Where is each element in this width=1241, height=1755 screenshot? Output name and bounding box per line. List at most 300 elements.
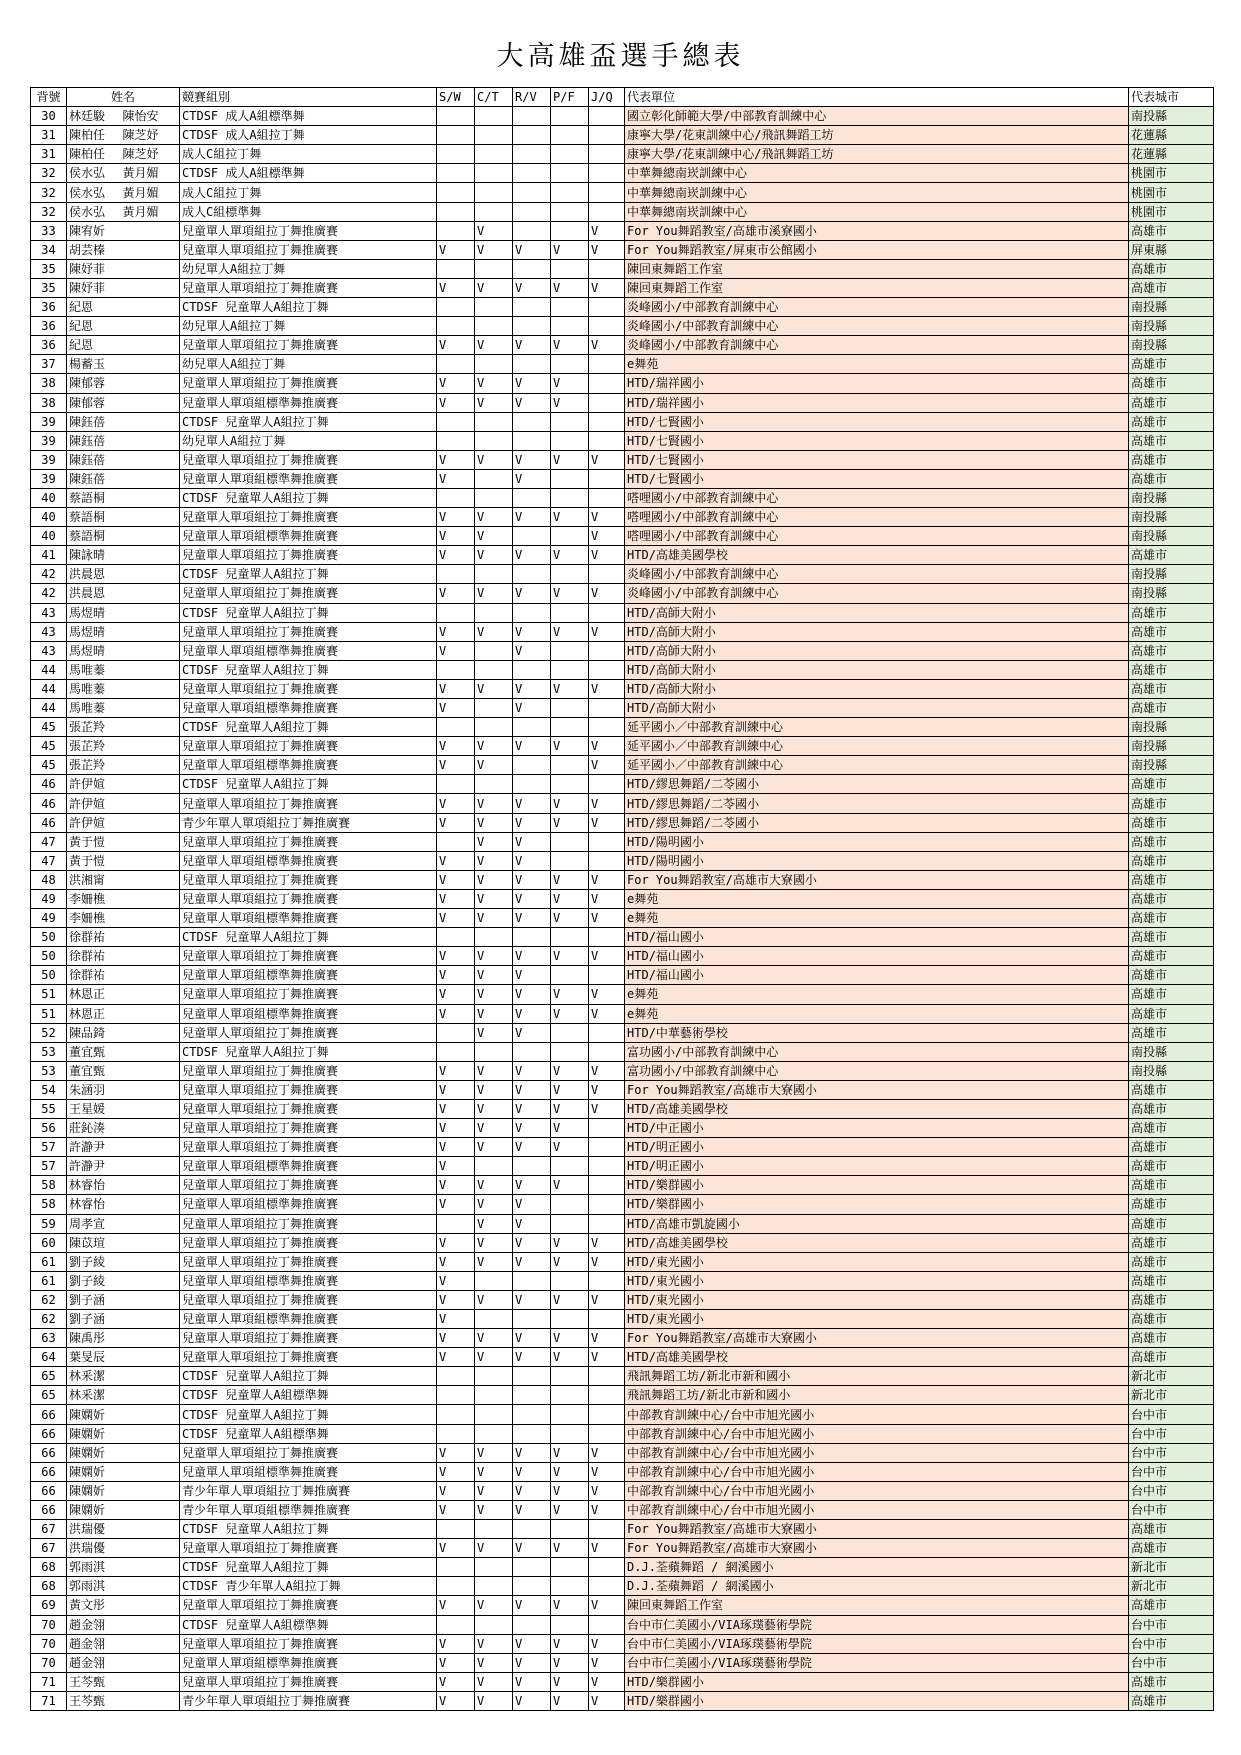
sw-cell <box>437 202 475 221</box>
city-cell: 高雄市 <box>1129 1310 1214 1329</box>
event-cell: CTDSF 兒童單人A組拉丁舞 <box>180 565 437 584</box>
rv-cell: V <box>513 336 551 355</box>
pf-cell <box>551 832 589 851</box>
unit-cell: HTD/七賢國小 <box>625 469 1129 488</box>
partner-name-cell: 陳怡安 <box>121 107 180 126</box>
player-name-cell: 侯水弘 <box>67 164 121 183</box>
partner-name-cell <box>121 450 180 469</box>
partner-name-cell <box>121 794 180 813</box>
ct-cell <box>475 145 513 164</box>
bib-cell: 65 <box>31 1367 67 1386</box>
sw-cell: V <box>437 813 475 832</box>
city-cell: 桃園市 <box>1129 202 1214 221</box>
ct-cell: V <box>475 1214 513 1233</box>
bib-cell: 32 <box>31 202 67 221</box>
event-cell: CTDSF 兒童單人A組拉丁舞 <box>180 1558 437 1577</box>
jq-cell <box>589 1386 625 1405</box>
partner-name-cell <box>121 928 180 947</box>
pf-cell <box>551 317 589 336</box>
ct-cell <box>475 183 513 202</box>
pf-cell: V <box>551 1653 589 1672</box>
sw-cell <box>437 603 475 622</box>
ct-cell <box>475 660 513 679</box>
city-cell: 高雄市 <box>1129 660 1214 679</box>
unit-cell: For You舞蹈教室/高雄市大寮國小 <box>625 1520 1129 1539</box>
event-cell: 兒童單人單項組拉丁舞推廣賽 <box>180 737 437 756</box>
rv-cell: V <box>513 832 551 851</box>
player-name-cell: 張芷羚 <box>67 756 121 775</box>
event-cell: 兒童單人單項組拉丁舞推廣賽 <box>180 1596 437 1615</box>
table-row <box>31 1577 1214 1596</box>
partner-name-cell <box>121 1214 180 1233</box>
bib-cell: 39 <box>31 412 67 431</box>
event-cell: 兒童單人單項組標準舞推廣賽 <box>180 1310 437 1329</box>
city-cell: 高雄市 <box>1129 469 1214 488</box>
bib-cell: 71 <box>31 1691 67 1710</box>
rv-cell <box>513 928 551 947</box>
player-name-cell: 陳品錡 <box>67 1023 121 1042</box>
unit-cell: HTD/高雄美國學校 <box>625 1348 1129 1367</box>
pf-cell <box>551 641 589 660</box>
ct-cell: V <box>475 1691 513 1710</box>
pf-cell: V <box>551 393 589 412</box>
event-cell: 兒童單人單項組拉丁舞推廣賽 <box>180 1099 437 1118</box>
city-cell: 高雄市 <box>1129 1329 1214 1348</box>
ct-cell: V <box>475 450 513 469</box>
jq-cell <box>589 1310 625 1329</box>
jq-cell <box>589 1157 625 1176</box>
player-name-cell: 葉旻辰 <box>67 1348 121 1367</box>
table-row <box>31 488 1214 507</box>
partner-name-cell <box>121 1405 180 1424</box>
city-cell: 高雄市 <box>1129 1290 1214 1309</box>
table-row <box>31 1252 1214 1271</box>
player-name-cell: 侯水弘 <box>67 202 121 221</box>
unit-cell: HTD/繆思舞蹈/二苓國小 <box>625 775 1129 794</box>
pf-cell <box>551 1310 589 1329</box>
pf-cell: V <box>551 1099 589 1118</box>
partner-name-cell <box>121 889 180 908</box>
table-row <box>31 1329 1214 1348</box>
unit-cell: HTD/七賢國小 <box>625 450 1129 469</box>
rv-cell <box>513 1271 551 1290</box>
ct-cell: V <box>475 240 513 259</box>
pf-cell: V <box>551 1348 589 1367</box>
player-name-cell: 林恩正 <box>67 1004 121 1023</box>
bib-cell: 31 <box>31 126 67 145</box>
city-cell: 高雄市 <box>1129 1672 1214 1691</box>
bib-cell: 66 <box>31 1500 67 1519</box>
unit-cell: HTD/明正國小 <box>625 1138 1129 1157</box>
unit-cell: 中部教育訓練中心/台中市旭光國小 <box>625 1481 1129 1500</box>
ct-cell <box>475 202 513 221</box>
ct-cell: V <box>475 1099 513 1118</box>
jq-cell <box>589 1405 625 1424</box>
rv-cell: V <box>513 240 551 259</box>
rv-cell <box>513 1405 551 1424</box>
unit-cell: 炎峰國小/中部教育訓練中心 <box>625 298 1129 317</box>
ct-cell <box>475 412 513 431</box>
sw-cell: V <box>437 1290 475 1309</box>
rv-cell <box>513 126 551 145</box>
bib-cell: 66 <box>31 1462 67 1481</box>
pf-cell: V <box>551 794 589 813</box>
event-cell: 兒童單人單項組標準舞推廣賽 <box>180 699 437 718</box>
rv-cell: V <box>513 1061 551 1080</box>
rv-cell <box>513 660 551 679</box>
event-cell: 兒童單人單項組拉丁舞推廣賽 <box>180 1329 437 1348</box>
unit-cell: 台中市仁美國小/VIA琢璞藝術學院 <box>625 1615 1129 1634</box>
event-cell: 兒童單人單項組拉丁舞推廣賽 <box>180 278 437 297</box>
jq-cell <box>589 374 625 393</box>
ct-cell <box>475 1405 513 1424</box>
rv-cell: V <box>513 1195 551 1214</box>
sw-cell: V <box>437 546 475 565</box>
pf-cell <box>551 603 589 622</box>
table-row <box>31 1195 1214 1214</box>
unit-cell: HTD/瑞祥國小 <box>625 374 1129 393</box>
unit-cell: HTD/瑞祥國小 <box>625 393 1129 412</box>
partner-name-cell <box>121 1424 180 1443</box>
jq-cell: V <box>589 527 625 546</box>
table-row <box>31 1138 1214 1157</box>
jq-cell: V <box>589 679 625 698</box>
pf-cell <box>551 1195 589 1214</box>
city-cell: 高雄市 <box>1129 985 1214 1004</box>
rv-cell <box>513 355 551 374</box>
partner-name-cell <box>121 527 180 546</box>
table-row <box>31 889 1214 908</box>
city-cell: 高雄市 <box>1129 1157 1214 1176</box>
unit-cell: 康寧大學/花東訓練中心/飛訊舞蹈工坊 <box>625 126 1129 145</box>
table-row <box>31 107 1214 126</box>
jq-cell <box>589 1424 625 1443</box>
city-cell: 高雄市 <box>1129 909 1214 928</box>
bib-cell: 45 <box>31 737 67 756</box>
ct-cell: V <box>475 1023 513 1042</box>
pf-cell <box>551 1214 589 1233</box>
city-cell: 高雄市 <box>1129 431 1214 450</box>
player-name-cell: 許瀞尹 <box>67 1157 121 1176</box>
pf-cell: V <box>551 1462 589 1481</box>
partner-name-cell <box>121 1462 180 1481</box>
page-title: 大高雄盃選手總表 <box>496 41 745 72</box>
jq-cell <box>589 1615 625 1634</box>
city-cell: 南投縣 <box>1129 298 1214 317</box>
rv-cell: V <box>513 278 551 297</box>
partner-name-cell <box>121 298 180 317</box>
pf-cell: V <box>551 1691 589 1710</box>
sw-cell <box>437 145 475 164</box>
jq-cell: V <box>589 737 625 756</box>
partner-name-cell <box>121 374 180 393</box>
bib-cell: 32 <box>31 164 67 183</box>
event-cell: 兒童單人單項組拉丁舞推廣賽 <box>180 985 437 1004</box>
unit-cell: 延平國小／中部教育訓練中心 <box>625 756 1129 775</box>
sw-cell <box>437 412 475 431</box>
rv-cell <box>513 1615 551 1634</box>
player-name-cell: 楊蓄玉 <box>67 355 121 374</box>
table-row <box>31 660 1214 679</box>
jq-cell: V <box>589 1233 625 1252</box>
col-header-ct: C/T <box>475 88 513 107</box>
partner-name-cell <box>121 1023 180 1042</box>
ct-cell: V <box>475 909 513 928</box>
bib-cell: 57 <box>31 1157 67 1176</box>
pf-cell: V <box>551 546 589 565</box>
event-cell: 兒童單人單項組標準舞推廣賽 <box>180 469 437 488</box>
ct-cell: V <box>475 756 513 775</box>
city-cell: 屏東縣 <box>1129 240 1214 259</box>
player-name-cell: 莊鈊湊 <box>67 1119 121 1138</box>
partner-name-cell <box>121 1443 180 1462</box>
sw-cell: V <box>437 737 475 756</box>
sw-cell: V <box>437 679 475 698</box>
sw-cell: V <box>437 374 475 393</box>
player-name-cell: 董宜甄 <box>67 1042 121 1061</box>
unit-cell: 陳回東舞蹈工作室 <box>625 278 1129 297</box>
city-cell: 高雄市 <box>1129 794 1214 813</box>
partner-name-cell <box>121 469 180 488</box>
unit-cell: 陳回東舞蹈工作室 <box>625 259 1129 278</box>
pf-cell: V <box>551 985 589 1004</box>
ct-cell: V <box>475 679 513 698</box>
pf-cell: V <box>551 909 589 928</box>
partner-name-cell <box>121 947 180 966</box>
partner-name-cell <box>121 1252 180 1271</box>
sw-cell <box>437 660 475 679</box>
jq-cell <box>589 699 625 718</box>
bib-cell: 70 <box>31 1634 67 1653</box>
jq-cell: V <box>589 278 625 297</box>
pf-cell <box>551 469 589 488</box>
table-row <box>31 164 1214 183</box>
table-row <box>31 1367 1214 1386</box>
jq-cell <box>589 603 625 622</box>
partner-name-cell <box>121 660 180 679</box>
bib-cell: 39 <box>31 450 67 469</box>
rv-cell <box>513 1424 551 1443</box>
city-cell: 高雄市 <box>1129 947 1214 966</box>
bib-cell: 49 <box>31 889 67 908</box>
pf-cell: V <box>551 1596 589 1615</box>
city-cell: 台中市 <box>1129 1424 1214 1443</box>
city-cell: 高雄市 <box>1129 1176 1214 1195</box>
partner-name-cell <box>121 1672 180 1691</box>
table-row <box>31 565 1214 584</box>
ct-cell: V <box>475 336 513 355</box>
pf-cell <box>551 1424 589 1443</box>
player-name-cell: 劉子綾 <box>67 1271 121 1290</box>
jq-cell <box>589 718 625 737</box>
rv-cell: V <box>513 546 551 565</box>
col-header-unit: 代表單位 <box>625 88 1129 107</box>
rv-cell: V <box>513 622 551 641</box>
unit-cell: HTD/福山國小 <box>625 928 1129 947</box>
unit-cell: HTD/東光國小 <box>625 1290 1129 1309</box>
player-name-cell: 許瀞尹 <box>67 1138 121 1157</box>
player-name-cell: 徐群祐 <box>67 966 121 985</box>
event-cell: CTDSF 兒童單人A組拉丁舞 <box>180 718 437 737</box>
player-name-cell: 林睿怡 <box>67 1176 121 1195</box>
rv-cell <box>513 775 551 794</box>
ct-cell <box>475 928 513 947</box>
player-name-cell: 李姍樵 <box>67 909 121 928</box>
unit-cell: 陳回東舞蹈工作室 <box>625 1596 1129 1615</box>
sw-cell <box>437 355 475 374</box>
player-name-cell: 陳柏任 <box>67 145 121 164</box>
event-cell: CTDSF 成人A組拉丁舞 <box>180 126 437 145</box>
city-cell: 南投縣 <box>1129 317 1214 336</box>
event-cell: 兒童單人單項組標準舞推廣賽 <box>180 527 437 546</box>
event-cell: 兒童單人單項組拉丁舞推廣賽 <box>180 546 437 565</box>
city-cell: 高雄市 <box>1129 1099 1214 1118</box>
ct-cell: V <box>475 985 513 1004</box>
unit-cell: HTD/中華藝術學校 <box>625 1023 1129 1042</box>
pf-cell <box>551 355 589 374</box>
rv-cell: V <box>513 870 551 889</box>
partner-name-cell <box>121 1271 180 1290</box>
jq-cell: V <box>589 1348 625 1367</box>
ct-cell <box>475 718 513 737</box>
ct-cell <box>475 699 513 718</box>
pf-cell: V <box>551 1233 589 1252</box>
event-cell: 成人C組標準舞 <box>180 202 437 221</box>
sw-cell <box>437 317 475 336</box>
sw-cell: V <box>437 1653 475 1672</box>
unit-cell: 國立彰化師範大學/中部教育訓練中心 <box>625 107 1129 126</box>
partner-name-cell: 陳芝妤 <box>121 145 180 164</box>
bib-cell: 31 <box>31 145 67 164</box>
city-cell: 南投縣 <box>1129 336 1214 355</box>
pf-cell <box>551 1042 589 1061</box>
event-cell: 兒童單人單項組拉丁舞推廣賽 <box>180 870 437 889</box>
table-row <box>31 1157 1214 1176</box>
pf-cell <box>551 718 589 737</box>
pf-cell <box>551 1157 589 1176</box>
ct-cell <box>475 1386 513 1405</box>
player-name-cell: 洪瑞優 <box>67 1520 121 1539</box>
city-cell: 高雄市 <box>1129 1080 1214 1099</box>
table-row <box>31 756 1214 775</box>
player-name-cell: 林釆潔 <box>67 1367 121 1386</box>
city-cell: 高雄市 <box>1129 1214 1214 1233</box>
event-cell: CTDSF 兒童單人A組拉丁舞 <box>180 603 437 622</box>
ct-cell <box>475 1558 513 1577</box>
rv-cell: V <box>513 889 551 908</box>
partner-name-cell <box>121 1386 180 1405</box>
table-row <box>31 183 1214 202</box>
table-row <box>31 603 1214 622</box>
bib-cell: 34 <box>31 240 67 259</box>
jq-cell <box>589 1119 625 1138</box>
city-cell: 台中市 <box>1129 1405 1214 1424</box>
bib-cell: 61 <box>31 1252 67 1271</box>
jq-cell <box>589 775 625 794</box>
event-cell: 成人C組拉丁舞 <box>180 145 437 164</box>
city-cell: 南投縣 <box>1129 1042 1214 1061</box>
pf-cell <box>551 1615 589 1634</box>
jq-cell: V <box>589 1653 625 1672</box>
ct-cell <box>475 1424 513 1443</box>
player-name-cell: 陳鈺蓓 <box>67 412 121 431</box>
ct-cell: V <box>475 1596 513 1615</box>
rv-cell <box>513 603 551 622</box>
bib-cell: 62 <box>31 1290 67 1309</box>
sw-cell: V <box>437 1348 475 1367</box>
jq-cell: V <box>589 1290 625 1309</box>
partner-name-cell: 黃月媚 <box>121 202 180 221</box>
player-name-cell: 黃于愷 <box>67 832 121 851</box>
city-cell: 高雄市 <box>1129 1023 1214 1042</box>
bib-cell: 32 <box>31 183 67 202</box>
player-name-cell: 蔡語桐 <box>67 488 121 507</box>
ct-cell <box>475 1042 513 1061</box>
rv-cell <box>513 183 551 202</box>
bib-cell: 40 <box>31 527 67 546</box>
event-cell: 成人C組拉丁舞 <box>180 183 437 202</box>
jq-cell: V <box>589 794 625 813</box>
table-row <box>31 145 1214 164</box>
jq-cell <box>589 1023 625 1042</box>
unit-cell: HTD/高雄美國學校 <box>625 546 1129 565</box>
bib-cell: 67 <box>31 1520 67 1539</box>
unit-cell: HTD/中正國小 <box>625 1119 1129 1138</box>
sw-cell: V <box>437 1596 475 1615</box>
table-row <box>31 622 1214 641</box>
player-name-cell: 陳妤菲 <box>67 278 121 297</box>
table-row <box>31 966 1214 985</box>
table-row <box>31 431 1214 450</box>
rv-cell <box>513 488 551 507</box>
city-cell: 南投縣 <box>1129 527 1214 546</box>
bib-cell: 46 <box>31 775 67 794</box>
pf-cell <box>551 107 589 126</box>
event-cell: CTDSF 青少年單人A組拉丁舞 <box>180 1577 437 1596</box>
city-cell: 高雄市 <box>1129 1233 1214 1252</box>
partner-name-cell <box>121 641 180 660</box>
table-row <box>31 527 1214 546</box>
partner-name-cell <box>121 775 180 794</box>
city-cell: 台中市 <box>1129 1500 1214 1519</box>
unit-cell: HTD/明正國小 <box>625 1157 1129 1176</box>
table-row <box>31 1176 1214 1195</box>
player-name-cell: 馬煜晴 <box>67 603 121 622</box>
partner-name-cell <box>121 1558 180 1577</box>
player-name-cell: 郭雨淇 <box>67 1577 121 1596</box>
table-row <box>31 469 1214 488</box>
partner-name-cell <box>121 508 180 527</box>
player-name-cell: 董宜甄 <box>67 1061 121 1080</box>
player-name-cell: 許伊媗 <box>67 794 121 813</box>
city-cell: 高雄市 <box>1129 450 1214 469</box>
table-row <box>31 1558 1214 1577</box>
unit-cell: 富功國小/中部教育訓練中心 <box>625 1042 1129 1061</box>
bib-cell: 51 <box>31 1004 67 1023</box>
rv-cell: V <box>513 1691 551 1710</box>
player-name-cell: 王芩甄 <box>67 1672 121 1691</box>
unit-cell: 台中市仁美國小/VIA琢璞藝術學院 <box>625 1634 1129 1653</box>
player-name-cell: 張芷羚 <box>67 737 121 756</box>
unit-cell: 延平國小／中部教育訓練中心 <box>625 718 1129 737</box>
table-row <box>31 1634 1214 1653</box>
unit-cell: 嗒哩國小/中部教育訓練中心 <box>625 488 1129 507</box>
player-name-cell: 許伊媗 <box>67 813 121 832</box>
pf-cell <box>551 259 589 278</box>
jq-cell: V <box>589 240 625 259</box>
bib-cell: 46 <box>31 794 67 813</box>
table-row <box>31 1462 1214 1481</box>
